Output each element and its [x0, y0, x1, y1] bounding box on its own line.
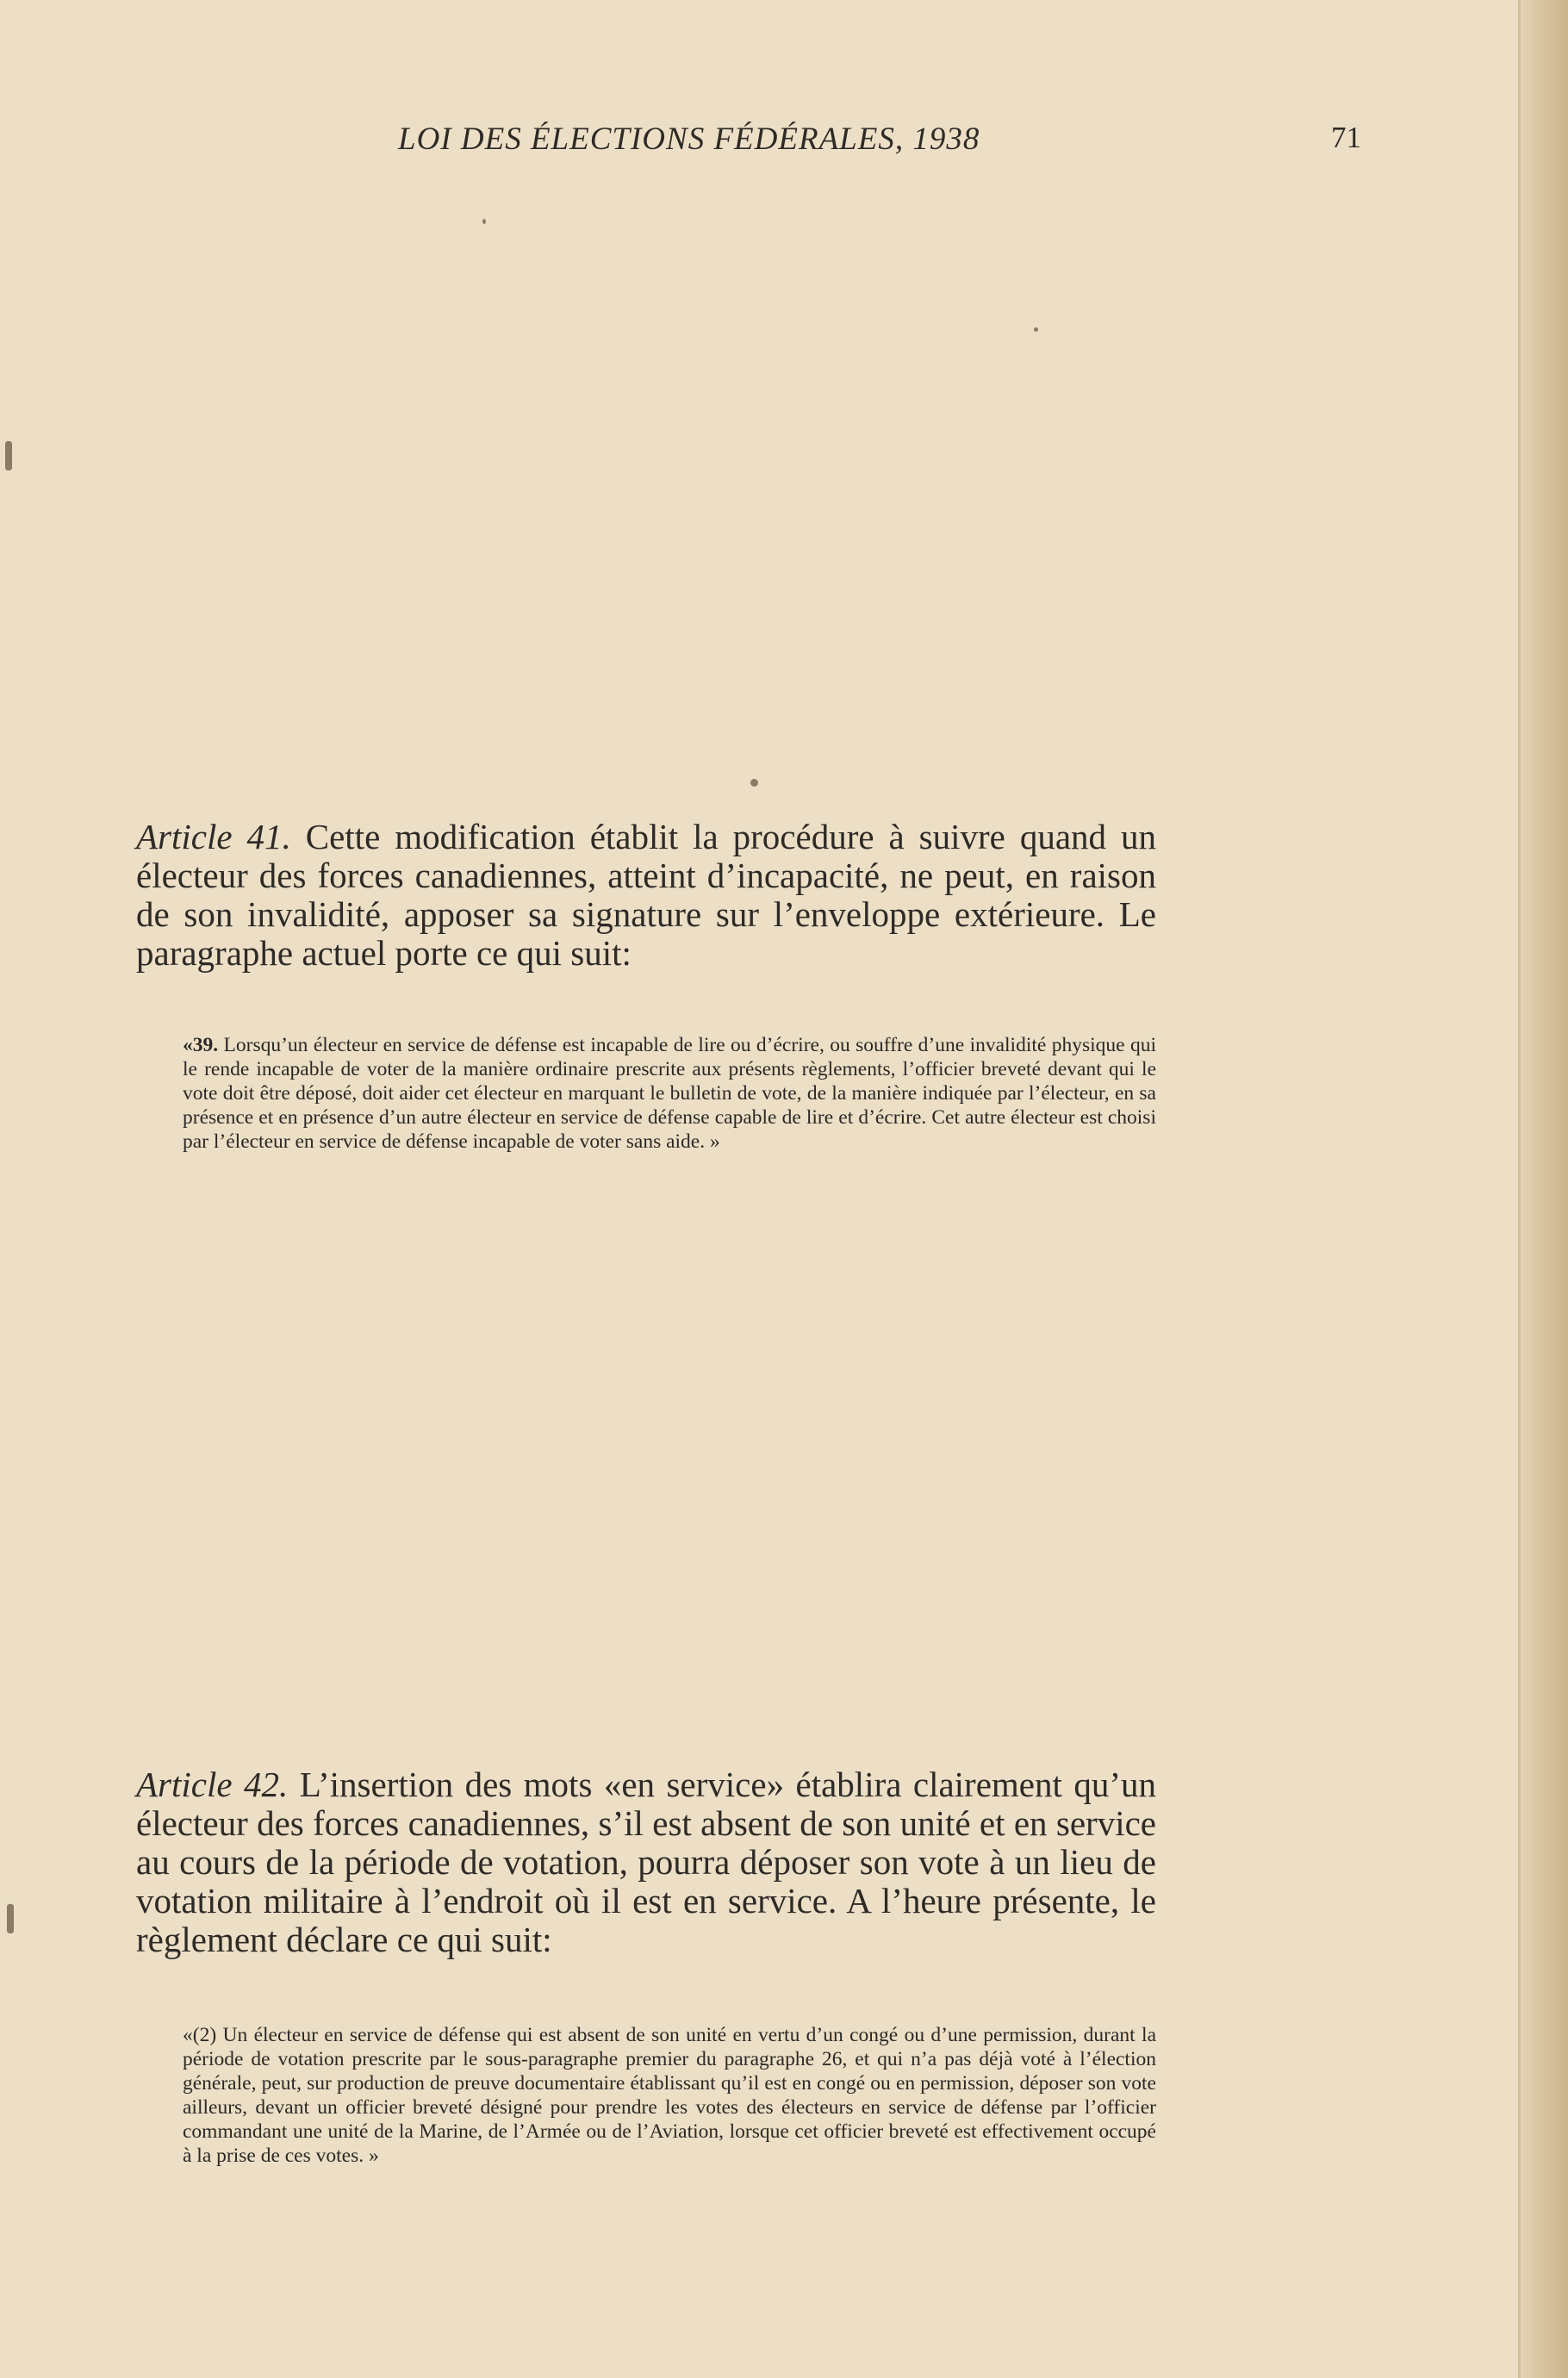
article-41-text: Cette modification établit la procédure à suivre quand un électeur des forces canadiennes, atteint d’incapacité, ne peut, en raison de son invalidité, apposer sa signature sur l’enveloppe extérieure. Le paragraphe actuel porte ce qui suit: — [136, 817, 1156, 973]
article-41-paragraph — [136, 818, 1156, 973]
paper-speck — [1034, 327, 1038, 332]
paper-speck — [750, 779, 758, 787]
page-header — [172, 121, 1361, 164]
quote-2-number: «(2) — [183, 2024, 217, 2046]
paper-speck — [5, 441, 12, 470]
paper-speck — [7, 1904, 14, 1933]
running-title: LOI DES ÉLECTIONS FÉDÉRALES, 1938 — [398, 121, 980, 157]
article-42-paragraph — [136, 1765, 1156, 1959]
quoted-regulation-39 — [183, 1033, 1156, 1154]
page-edge — [1518, 0, 1568, 2378]
page-number: 71 — [1331, 121, 1361, 154]
quoted-regulation-2 — [183, 2023, 1156, 2168]
quote-39-text: Lorsqu’un électeur en service de défense est incapable de lire ou d’écrire, ou souffre d’une invalidité physique qui le rende incapable de voter de la manière ordinaire prescrite aux présents règlements, l’officier breveté devant qui le vote doit être déposé, doit aider cet électeur en marquant le bulletin de vote, de la manière indiquée par l’électeur, en sa présence et en présence d’un autre électeur en service de défense capable de lire et d’écrire. Cet autre électeur est choisi par l’électeur en service de défense incapable de voter sans aide. » — [183, 1034, 1156, 1153]
quote-2-text: Un électeur en service de défense qui est absent de son unité en vertu d’un congé ou d’une permission, durant la période de votation prescrite par le sous-paragraphe premier du paragraphe 26, et qui n’a pas déjà voté à l’élection générale, peut, sur production de preuve documentaire établissant qu’il est en congé ou en permission, déposer son vote ailleurs, devant un officier breveté désigné pour prendre les votes des électeurs en service de défense par l’officier commandant une unité de la Marine, de l’Armée ou de l’Aviation, lorsque cet officier breveté est effectivement occupé à la prise de ces votes. » — [183, 2024, 1156, 2167]
quote-39-number: «39. — [183, 1034, 219, 1056]
article-41-ref: Article 41. — [136, 817, 291, 856]
article-42-text: L’insertion des mots «en service» établira clairement qu’un électeur des forces canadiennes, s’il est absent de son unité et en service au cours de la période de votation, pourra déposer son vote à un lieu de votation militaire à l’endroit où il est en service. A l’heure présente, le règlement déclare ce qui suit: — [136, 1765, 1156, 1959]
article-42-ref: Article 42. — [136, 1765, 289, 1804]
paper-speck — [482, 219, 486, 224]
